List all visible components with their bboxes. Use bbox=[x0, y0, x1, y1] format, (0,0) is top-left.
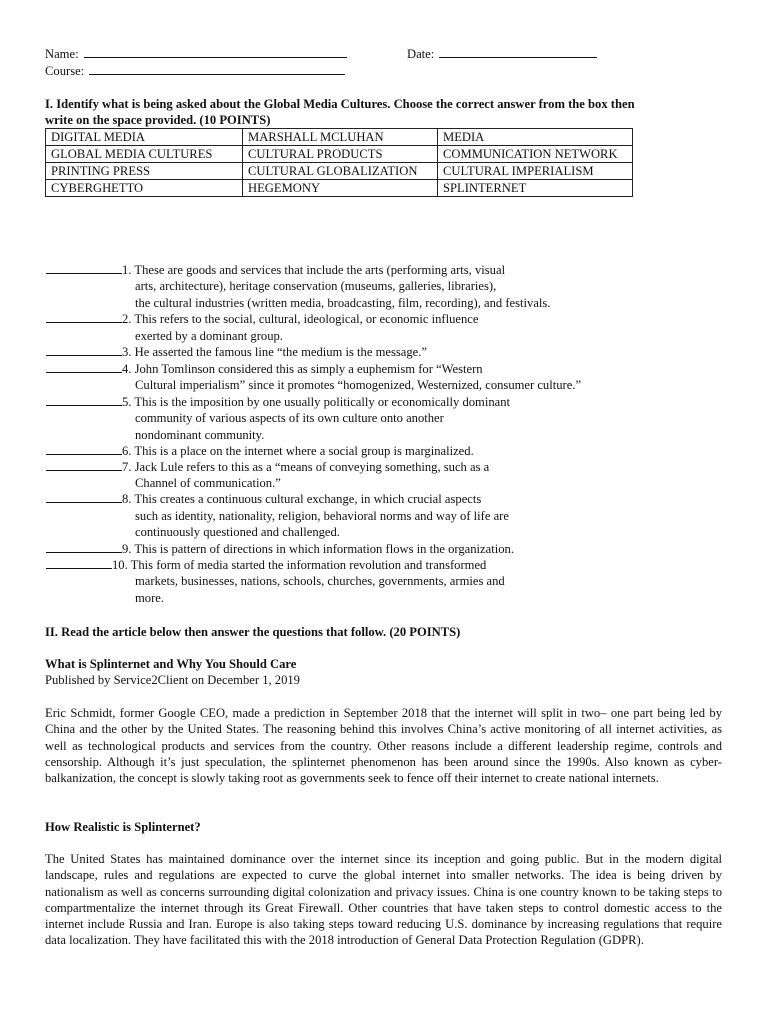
question-number: 3. bbox=[122, 345, 132, 359]
word-box-cell: CYBERGHETTO bbox=[46, 180, 243, 197]
answer-blank-2[interactable] bbox=[46, 311, 122, 323]
question-text: This is the imposition by one usually politically or economically dominant bbox=[134, 395, 511, 409]
date-field-row bbox=[407, 46, 597, 62]
word-box-cell: SPLINTERNET bbox=[438, 180, 633, 197]
question-text: This is pattern of directions in which information flows in the organization. bbox=[134, 542, 514, 556]
word-box-row bbox=[46, 129, 633, 146]
word-box-cell: CULTURAL PRODUCTS bbox=[243, 146, 438, 163]
question-10 bbox=[46, 557, 486, 574]
question-text-cont: more. bbox=[135, 591, 165, 605]
question-number: 6. bbox=[122, 444, 132, 458]
article-byline: Published by Service2Client on December 1, 2019 bbox=[45, 673, 300, 687]
question-number: 9. bbox=[122, 542, 132, 556]
question-number: 10. bbox=[112, 558, 128, 572]
question-number: 2. bbox=[122, 312, 132, 326]
answer-blank-1[interactable] bbox=[46, 262, 122, 274]
question-2 bbox=[46, 311, 478, 328]
question-6 bbox=[46, 443, 474, 460]
part1-instruction-line1: I. Identify what is being asked about the Global Media Cultures. Choose the correct answer from the box then bbox=[45, 97, 635, 111]
word-box-cell: GLOBAL MEDIA CULTURES bbox=[46, 146, 243, 163]
question-4 bbox=[46, 361, 483, 378]
answer-blank-8[interactable] bbox=[46, 491, 122, 503]
word-box-row bbox=[46, 180, 633, 197]
question-number: 5. bbox=[122, 395, 132, 409]
question-number: 4. bbox=[122, 362, 132, 376]
article-subheading: How Realistic is Splinternet? bbox=[45, 820, 201, 834]
question-5 bbox=[46, 394, 510, 411]
answer-blank-4[interactable] bbox=[46, 361, 122, 373]
word-box-cell: MEDIA bbox=[438, 129, 633, 146]
word-box-row bbox=[46, 146, 633, 163]
course-blank[interactable] bbox=[89, 63, 345, 75]
answer-blank-6[interactable] bbox=[46, 443, 122, 455]
date-blank[interactable] bbox=[439, 46, 597, 58]
word-box-cell: PRINTING PRESS bbox=[46, 163, 243, 180]
question-text: This creates a continuous cultural exchange, in which crucial aspects bbox=[134, 492, 482, 506]
question-text-cont: markets, businesses, nations, schools, churches, governments, armies and bbox=[135, 574, 505, 588]
part2-instruction: II. Read the article below then answer the questions that follow. (20 POINTS) bbox=[45, 625, 461, 639]
answer-blank-10[interactable] bbox=[46, 557, 112, 569]
question-text-cont: community of various aspects of its own culture onto another bbox=[135, 411, 444, 425]
question-text-cont: Channel of communication.” bbox=[135, 476, 281, 490]
question-text-cont: Cultural imperialism” since it promotes “homogenized, Westernized, consumer culture.” bbox=[135, 378, 582, 392]
article-paragraph-2: The United States has maintained dominance over the internet since its inception and going public. But in the modern digital landscape, rules and regulations are expected to curve the global internet into smaller networks. The idea is being driven by nationalism as well as concerns surrounding digital colonization and privacy issues. China is one country known to be taking steps to compartmentalize the internet through its Great Firewall. Other countries that have taken steps to control domestic access to the internet include Russia and Iran. Europe is also taking steps toward reducing U.S. dominance by increasing regulations that require data localization. They have facilitated this with the 2018 introduction of General Data Protection Regulation (GDPR). bbox=[45, 852, 722, 948]
question-1 bbox=[46, 262, 505, 279]
course-label: Course: bbox=[45, 64, 85, 78]
word-box-cell: CULTURAL IMPERIALISM bbox=[438, 163, 633, 180]
course-field-row bbox=[45, 63, 345, 79]
name-field-row bbox=[45, 46, 347, 62]
question-text: Jack Lule refers to this as a “means of conveying something, such as a bbox=[134, 460, 490, 474]
question-text-cont: continuously questioned and challenged. bbox=[135, 525, 340, 539]
question-text: This form of media started the information revolution and transformed bbox=[130, 558, 487, 572]
question-number: 1. bbox=[122, 263, 132, 277]
question-text-cont: the cultural industries (written media, broadcasting, film, recording), and festivals. bbox=[135, 296, 551, 310]
question-3 bbox=[46, 344, 427, 361]
date-label: Date: bbox=[407, 47, 435, 61]
question-9 bbox=[46, 541, 514, 558]
name-blank[interactable] bbox=[84, 46, 347, 58]
question-text: This is a place on the internet where a social group is marginalized. bbox=[134, 444, 474, 458]
question-8 bbox=[46, 491, 481, 508]
question-text: This refers to the social, cultural, ideological, or economic influence bbox=[134, 312, 479, 326]
word-box-cell: HEGEMONY bbox=[243, 180, 438, 197]
word-box-cell: CULTURAL GLOBALIZATION bbox=[243, 163, 438, 180]
question-text: These are goods and services that include the arts (performing arts, visual bbox=[134, 263, 506, 277]
question-text-cont: exerted by a dominant group. bbox=[135, 329, 283, 343]
answer-blank-3[interactable] bbox=[46, 344, 122, 356]
name-label: Name: bbox=[45, 47, 79, 61]
question-7 bbox=[46, 459, 489, 476]
question-number: 7. bbox=[122, 460, 132, 474]
word-box-cell: MARSHALL MCLUHAN bbox=[243, 129, 438, 146]
answer-blank-7[interactable] bbox=[46, 459, 122, 471]
question-text: John Tomlinson considered this as simply a euphemism for “Western bbox=[134, 362, 483, 376]
question-text-cont: arts, architecture), heritage conservation (museums, galleries, libraries), bbox=[135, 279, 497, 293]
article-title: What is Splinternet and Why You Should Care bbox=[45, 657, 297, 671]
answer-blank-9[interactable] bbox=[46, 541, 122, 553]
article-paragraph-1: Eric Schmidt, former Google CEO, made a prediction in September 2018 that the internet will split in two– one part being led by China and the other by the United States. The reasoning behind this involves China’s active monitoring of all internet activities, as well as technological products and services from the country. Other reasons include a different leadership regime, controls and censorship. Although it’s just speculation, the splinternet phenomenon has been around since the 1990s. Also known as cyber-balkanization, the concept is slowly taking root as governments seek to fence off their internet to create national internets. bbox=[45, 706, 722, 786]
part1-instruction-line2: write on the space provided. (10 POINTS) bbox=[45, 113, 271, 127]
word-box-cell: COMMUNICATION NETWORK bbox=[438, 146, 633, 163]
question-text: He asserted the famous line “the medium is the message.” bbox=[134, 345, 427, 359]
question-text-cont: such as identity, nationality, religion, behavioral norms and way of life are bbox=[135, 509, 509, 523]
answer-blank-5[interactable] bbox=[46, 394, 122, 406]
question-number: 8. bbox=[122, 492, 132, 506]
word-box-cell: DIGITAL MEDIA bbox=[46, 129, 243, 146]
word-box-table bbox=[45, 128, 633, 197]
question-text-cont: nondominant community. bbox=[135, 428, 265, 442]
word-box-row bbox=[46, 163, 633, 180]
